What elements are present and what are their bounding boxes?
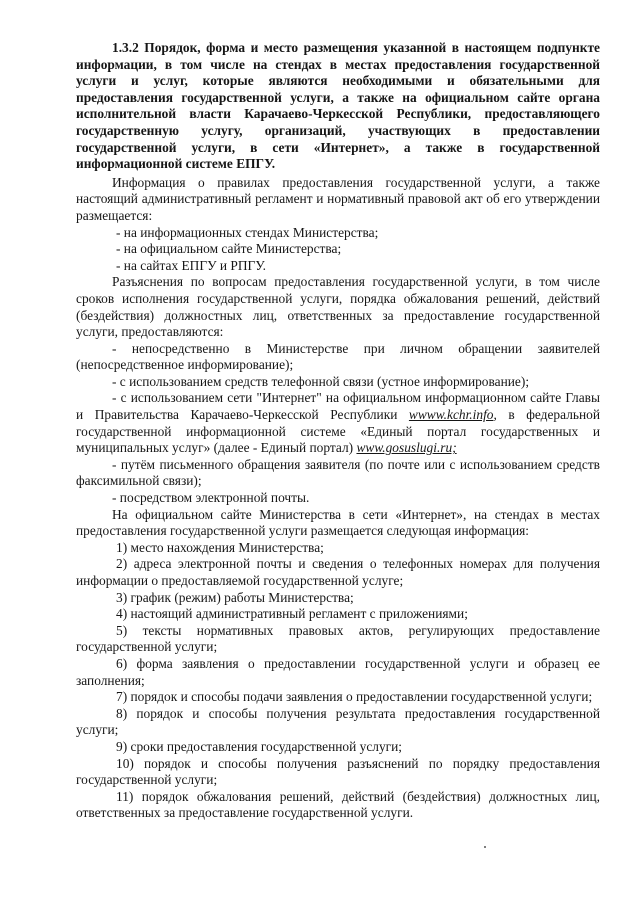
stands-intro-paragraph: На официальном сайте Министерства в сети «Интернет», на стендах в местах предоставления государственной услуги размещается следующая информация:	[76, 506, 600, 539]
gosuslugi-link[interactable]: www.gosuslugi.ru;	[356, 440, 457, 456]
info-item-2: 2) адреса электронной почты и сведения о телефонных номерах для получения информации о предоставляемой государственной услуге;	[76, 556, 600, 588]
info-item-6: 6) форма заявления о предоставлении государственной услуги и образец ее заполнения;	[76, 655, 600, 688]
info-item-11: 11) порядок обжалования решений, действий (бездействия) должностных лиц, ответственных за предоставление государственной услуги.	[76, 788, 600, 821]
placement-item-1: - на информационных стендах Министерства;	[116, 224, 379, 240]
info-item-9: 9) сроки предоставления государственной услуги;	[116, 738, 403, 754]
section-heading: 1.3.2 Порядок, форма и место размещения указанной в настоящем подпункте информации, в том числе на стендах в местах предоставления государственной услуги и услуг, которые являются необходимыми и обязательными для предоставления государственной услуги, а также на официальном сайте органа исполнительной власти Карачаево-Черкесской Республики, предоставляющего государственную услугу, организаций, участвующих в предоставлении государственной услуги, в сети «Интернет», а также в государственной информационной системе ЕПГУ.	[76, 40, 600, 172]
method-internet	[76, 390, 600, 456]
method-email: - посредством электронной почты.	[112, 490, 310, 506]
document-page	[76, 40, 600, 822]
info-item-4: 4) настоящий административный регламент с приложениями;	[116, 606, 468, 622]
info-item-7: 7) порядок и способы подачи заявления о предоставлении государственной услуги;	[116, 689, 593, 705]
info-item-10: 10) порядок и способы получения разъяснений по порядку предоставления государственной услуги;	[76, 755, 600, 788]
info-item-3: 3) график (режим) работы Министерства;	[116, 589, 354, 605]
clarifications-paragraph: Разъяснения по вопросам предоставления государственной услуги, в том числе сроков исполнения государственной услуги, порядка обжалования решений, действий (бездействия) должностных лиц, ответственных за предоставление государственной услуги, предоставляются:	[76, 274, 600, 340]
intro-paragraph: Информация о правилах предоставления государственной услуги, а также настоящий административный регламент и нормативный правовой акт об его утверждении размещается:	[76, 174, 600, 223]
method-direct: - непосредственно в Министерстве при личном обращении заявителей (непосредственное информирование);	[76, 340, 600, 373]
method-mail: - путём письменного обращения заявителя (по почте или с использованием средств факсимильной связи);	[76, 456, 600, 489]
method-internet-text-1: - с использованием сети "Интернет" на официальном информационном сайте Главы и Правительства Карачаево-Черкесской Республики	[76, 390, 600, 423]
info-item-1: 1) место нахождения Министерства;	[116, 539, 324, 555]
kchr-link[interactable]: wwww.kchr.info	[408, 407, 494, 423]
method-phone: - с использованием средств телефонной связи (устное информирование);	[112, 373, 530, 389]
scan-speck	[484, 846, 486, 848]
placement-item-3: - на сайтах ЕПГУ и РПГУ.	[116, 257, 266, 273]
info-item-8: 8) порядок и способы получения результата предоставления государственной услуги;	[76, 705, 600, 738]
method-internet-text-2: , в федеральной государственной информационной системе «Единый портал государственных и муниципальных услуг» (далее - Единый портал)	[76, 407, 601, 456]
info-item-5: 5) тексты нормативных правовых актов, регулирующих предоставление государственной услуги;	[76, 622, 600, 655]
placement-item-2: - на официальном сайте Министерства;	[116, 241, 342, 257]
